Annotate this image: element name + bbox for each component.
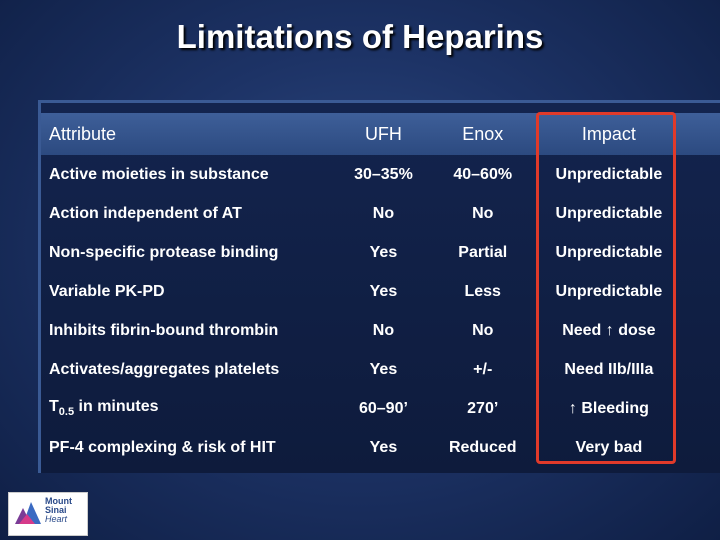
header-attribute: Attribute: [49, 123, 117, 144]
cell-attribute: Variable PK-PD: [49, 282, 165, 300]
logo-line-2: Sinai: [45, 505, 67, 515]
logo-line-1: Mount: [45, 496, 72, 506]
cell-ufh: Yes: [369, 360, 398, 378]
cell-enox: No: [472, 204, 494, 222]
header-ufh: UFH: [364, 123, 402, 144]
cell-attribute: Activates/aggregates platelets: [49, 360, 280, 378]
attribute-rest: in minutes: [74, 398, 159, 416]
cell-ufh: 60–90’: [358, 399, 408, 417]
cell-attribute: [41, 389, 338, 428]
cell-ufh: No: [372, 321, 395, 339]
cell-impact: Unpredictable: [555, 204, 663, 222]
header-impact: Impact: [581, 123, 636, 144]
logo-text: [45, 497, 72, 524]
attribute-main: T: [49, 398, 59, 416]
impact-prefix: Need: [562, 321, 602, 339]
logo-line-3: Heart: [45, 514, 68, 524]
impact-column-highlight: [536, 112, 676, 464]
cell-attribute: Active moieties in substance: [49, 165, 269, 183]
attribute-subscript: 0.5: [58, 406, 75, 419]
cell-impact: Unpredictable: [555, 282, 663, 300]
cell-enox: No: [472, 321, 494, 339]
cell-attribute: Inhibits fibrin-bound thrombin: [49, 321, 279, 339]
cell-ufh: No: [372, 204, 395, 222]
mount-sinai-logo: [8, 492, 88, 536]
cell-attribute: PF-4 complexing & risk of HIT: [49, 438, 276, 456]
up-arrow-icon: ↑: [605, 321, 614, 339]
cell-enox: Reduced: [448, 438, 517, 456]
cell-ufh: Yes: [369, 438, 398, 456]
cell-enox: Partial: [458, 243, 508, 261]
cell-impact: Need IIb/IIIa: [564, 360, 654, 378]
up-arrow-icon: ↑: [568, 399, 577, 417]
cell-attribute: Non-specific protease binding: [49, 243, 279, 261]
cell-attribute: Action independent of AT: [49, 204, 242, 222]
cell-enox: 40–60%: [453, 165, 513, 183]
mount-sinai-mountain-logo-icon: [13, 498, 43, 528]
cell-impact: Unpredictable: [555, 243, 663, 261]
cell-ufh: Yes: [369, 282, 398, 300]
cell-ufh: Yes: [369, 243, 398, 261]
impact-suffix: Bleeding: [581, 399, 649, 417]
cell-enox: Less: [464, 282, 501, 300]
impact-suffix: dose: [618, 321, 656, 339]
header-enox: Enox: [462, 123, 504, 144]
cell-impact: Unpredictable: [555, 165, 663, 183]
cell-enox: 270’: [467, 399, 499, 417]
cell-ufh: 30–35%: [354, 165, 413, 183]
cell-impact: Very bad: [575, 438, 643, 456]
cell-enox: +/-: [473, 360, 493, 378]
slide-title: Limitations of Heparins: [176, 18, 544, 55]
